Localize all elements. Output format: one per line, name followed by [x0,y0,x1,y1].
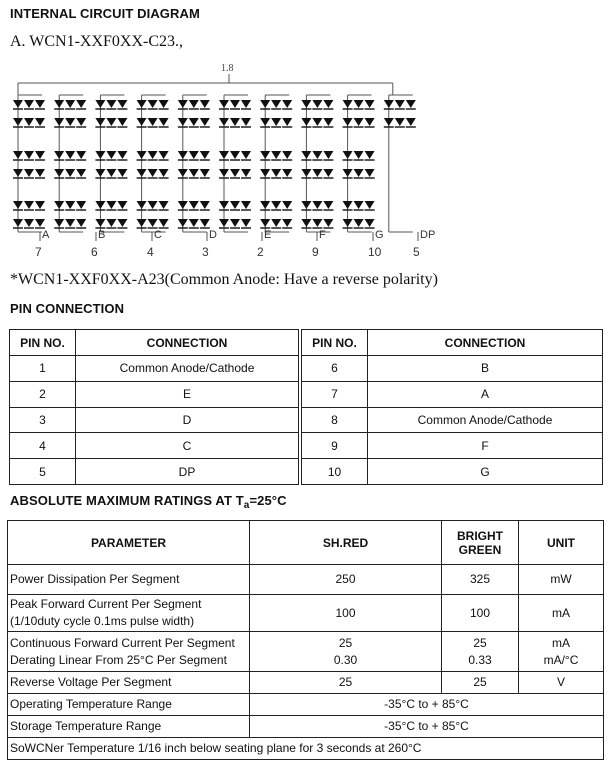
led-diode [137,118,147,126]
red-value: 250 [250,565,442,595]
table-row [8,716,604,738]
pin-connection: B [368,356,603,382]
led-diode [13,219,23,227]
led-diode [117,169,127,177]
led-diode [137,151,147,159]
led-diode [54,201,64,209]
pin-number-label: 10 [368,245,382,259]
led-diode [271,100,281,108]
param-cell: Peak Forward Current Per Segment (1/10duty cycle 0.1ms pulse width) [8,595,250,632]
led-diode [260,219,270,227]
led-diode [35,118,45,126]
table-row [8,672,604,694]
led-diode [301,219,311,227]
led-diode [200,118,210,126]
led-diode [219,151,229,159]
pin-connection: Common Anode/Cathode [76,356,299,382]
param-cell: Storage Temperature Range [8,716,250,738]
header-sh-red: SH.RED [250,521,442,565]
green-value: 325 [442,565,519,595]
led-diode [54,118,64,126]
header-pin-no: PIN NO. [302,330,368,356]
led-diode [301,100,311,108]
led-diode [13,100,23,108]
temperature-value: -35°C to + 85°C [250,694,604,716]
led-diode [189,100,199,108]
led-diode [35,201,45,209]
led-diode [312,118,322,126]
led-diode [137,201,147,209]
ratings-table [7,520,604,760]
led-diode [365,100,375,108]
led-diode [241,100,251,108]
table-row [302,381,603,407]
led-diode [76,201,86,209]
table-row [8,632,604,672]
led-diode [13,151,23,159]
led-diode [178,100,188,108]
pin-number-label: 7 [35,245,42,259]
led-diode [354,169,364,177]
led-diode [343,100,353,108]
led-diode [95,100,105,108]
led-diode [354,151,364,159]
led-diode [384,118,394,126]
led-diode [241,169,251,177]
led-diode [148,169,158,177]
led-diode [365,169,375,177]
led-diode [178,219,188,227]
green-value: 25 0.33 [442,632,519,672]
pin-number: 3 [10,407,76,433]
green-value: 25 [442,672,519,694]
pin-number: 10 [302,459,368,485]
segment-label: D [209,229,217,241]
led-diode [343,151,353,159]
table-row [8,565,604,595]
led-diode [13,169,23,177]
led-diode [312,169,322,177]
param-cell: Power Dissipation Per Segment [8,565,250,595]
led-diode [219,201,229,209]
led-diode [260,169,270,177]
led-diode [354,118,364,126]
led-diode [343,219,353,227]
pin-connection: DP [76,459,299,485]
header-connection: CONNECTION [76,330,299,356]
led-diode [178,169,188,177]
led-diode [24,201,34,209]
led-diode [117,118,127,126]
table-row [8,738,604,760]
led-diode [189,169,199,177]
unit-value: mW [519,565,604,595]
led-diode [312,100,322,108]
led-diode [312,201,322,209]
segment-label: C [154,229,162,241]
unit-value: V [519,672,604,694]
led-diode [260,100,270,108]
led-diode [117,219,127,227]
led-diode [148,201,158,209]
segment-label: G [375,229,384,241]
led-diode [271,118,281,126]
led-diode [219,100,229,108]
led-diode [260,151,270,159]
led-diode [282,151,292,159]
led-diode [76,100,86,108]
red-value: 25 [250,672,442,694]
table-row [302,356,603,382]
led-diode [406,118,416,126]
led-diode [54,151,64,159]
led-diode [354,201,364,209]
led-diode [384,100,394,108]
red-value: 25 0.30 [250,632,442,672]
led-diode [230,219,240,227]
led-diode [24,169,34,177]
led-diode [395,100,405,108]
pin-connection-title: PIN CONNECTION [10,301,125,316]
led-diode [365,118,375,126]
led-diode [65,169,75,177]
led-diode [54,219,64,227]
segment-label: E [264,229,272,241]
led-diode [365,201,375,209]
led-diode [219,219,229,227]
segment-label: B [98,229,106,241]
led-diode [159,219,169,227]
led-diode [95,219,105,227]
led-diode [230,100,240,108]
led-diode [159,100,169,108]
led-diode [137,219,147,227]
led-diode [117,151,127,159]
led-diode [365,219,375,227]
table-row [302,459,603,485]
led-diode [301,118,311,126]
param-cell: Continuous Forward Current Per Segment Derating Linear From 25°C Per Segment [8,632,250,672]
segment-label: DP [420,229,436,241]
led-diode [271,201,281,209]
led-diode [106,169,116,177]
led-diode [13,118,23,126]
led-diode [323,201,333,209]
led-diode [159,201,169,209]
led-diode [137,169,147,177]
led-diode [13,201,23,209]
pin-number: 2 [10,381,76,407]
table-row [8,694,604,716]
led-diode [200,100,210,108]
led-diode [35,151,45,159]
led-diode [219,169,229,177]
pin-number: 9 [302,433,368,459]
led-diode [365,151,375,159]
led-diode [282,100,292,108]
led-diode [159,151,169,159]
led-diode [76,169,86,177]
pin-number-label: 3 [202,245,209,259]
led-diode [312,151,322,159]
led-diode [189,219,199,227]
table-row [10,407,299,433]
param-cell: Operating Temperature Range [8,694,250,716]
led-diode [241,151,251,159]
pin-connection: Common Anode/Cathode [368,407,603,433]
led-diode [323,151,333,159]
table-row [10,381,299,407]
led-diode [282,118,292,126]
pin-number: 6 [302,356,368,382]
pin-table-right [301,329,603,485]
led-diode [106,201,116,209]
led-diode [219,118,229,126]
pin-connection: G [368,459,603,485]
led-diode [301,169,311,177]
unit-value: mA [519,595,604,632]
pin-number-label: 2 [257,245,264,259]
led-diode [159,169,169,177]
led-diode [230,201,240,209]
led-diode [76,118,86,126]
pin-connection: A [368,381,603,407]
led-diode [282,169,292,177]
pin-number-label: 4 [147,245,154,259]
led-diode [65,219,75,227]
polarity-note: *WCN1-XXF0XX-A23(Common Anode: Have a reverse polarity) [10,271,438,288]
led-diode [148,219,158,227]
led-diode [24,100,34,108]
led-diode [189,201,199,209]
pin-table-left [9,329,299,485]
pin-connection: E [76,381,299,407]
led-diode [148,151,158,159]
led-diode [35,169,45,177]
led-diode [271,151,281,159]
led-diode [241,118,251,126]
led-diode [343,118,353,126]
led-diode [230,118,240,126]
led-diode [241,201,251,209]
red-value: 100 [250,595,442,632]
led-diode [354,219,364,227]
led-diode [406,100,416,108]
ratings-section-title: ABSOLUTE MAXIMUM RATINGS AT $T_a=25^\circ C$ [10,493,287,511]
led-diode [271,219,281,227]
led-diode [106,151,116,159]
led-diode [200,201,210,209]
segment-label: A [42,229,50,241]
led-diode [241,219,251,227]
led-diode [323,169,333,177]
led-diode [200,169,210,177]
led-diode [65,201,75,209]
header-connection: CONNECTION [368,330,603,356]
table-row [8,595,604,632]
temperature-value: -35°C to + 85°C [250,716,604,738]
led-diode [24,219,34,227]
pin-number: 4 [10,433,76,459]
led-diode [137,100,147,108]
led-diode [260,201,270,209]
led-diode [200,151,210,159]
common-pin-label: 1.8 [221,63,234,74]
pin-number-label: 9 [312,245,319,259]
led-diode [343,201,353,209]
table-row [302,433,603,459]
header-unit: UNIT [519,521,604,565]
led-diode [76,219,86,227]
led-diode [260,118,270,126]
pin-number-label: 6 [91,245,98,259]
green-value: 100 [442,595,519,632]
pin-number: 8 [302,407,368,433]
led-diode [159,118,169,126]
internal-circuit-diagram [0,55,610,265]
param-cell: Reverse Voltage Per Segment [8,672,250,694]
led-diode [301,201,311,209]
led-diode [148,118,158,126]
led-diode [106,219,116,227]
led-diode [54,169,64,177]
led-diode [282,201,292,209]
led-diode [271,169,281,177]
led-diode [282,219,292,227]
table-row [10,356,299,382]
led-diode [76,151,86,159]
led-diode [65,100,75,108]
led-diode [95,118,105,126]
param-cell: SoWCNer Temperature 1/16 inch below seating plane for 3 seconds at 260°C [8,738,604,760]
pin-connection: F [368,433,603,459]
led-diode [395,118,405,126]
led-diode [95,151,105,159]
pin-number: 5 [10,459,76,485]
led-diode [323,100,333,108]
led-diode [189,118,199,126]
pin-connection: D [76,407,299,433]
led-diode [343,169,353,177]
circuit-section-title: INTERNAL CIRCUIT DIAGRAM [10,6,200,21]
led-diode [323,118,333,126]
led-diode [301,151,311,159]
header-pin-no: PIN NO. [10,330,76,356]
led-diode [24,151,34,159]
led-diode [200,219,210,227]
led-diode [106,118,116,126]
led-diode [95,169,105,177]
pin-number: 1 [10,356,76,382]
led-diode [24,118,34,126]
led-diode [323,219,333,227]
led-diode [354,100,364,108]
led-diode [148,100,158,108]
led-diode [106,100,116,108]
led-diode [178,201,188,209]
led-diode [312,219,322,227]
led-diode [35,100,45,108]
led-diode [35,219,45,227]
pin-number: 7 [302,381,368,407]
part-number-line: A. WCN1-XXF0XX-C23., [10,33,184,50]
led-diode [65,151,75,159]
header-parameter: PARAMETER [8,521,250,565]
led-diode [230,151,240,159]
segment-label: F [319,229,326,241]
led-diode [65,118,75,126]
led-diode [230,169,240,177]
table-row [302,407,603,433]
led-diode [117,201,127,209]
unit-value: mA mA/°C [519,632,604,672]
led-diode [178,118,188,126]
led-diode [54,100,64,108]
led-diode [117,100,127,108]
led-diode [189,151,199,159]
led-diode [95,201,105,209]
table-row [10,459,299,485]
table-row [10,433,299,459]
pin-number-label: 5 [413,245,420,259]
pin-connection: C [76,433,299,459]
led-diode [178,151,188,159]
header-bright-green: BRIGHT GREEN [442,521,519,565]
